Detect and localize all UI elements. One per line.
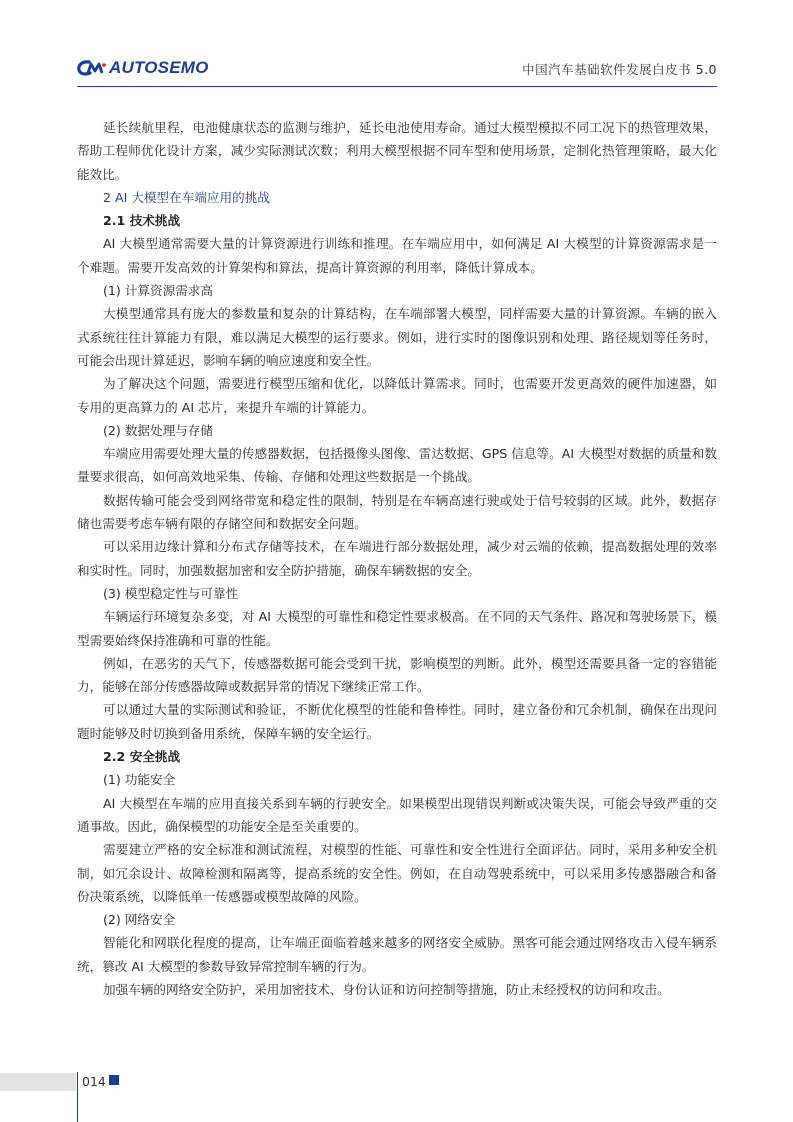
document-title: 中国汽车基础软件发展白皮书 5.0 — [522, 62, 717, 77]
logo-text: AUTOSEMO — [109, 58, 209, 77]
body-paragraph: 需要建立严格的安全标准和测试流程，对模型的性能、可靠性和安全性进行全面评估。同时，采用多种安全机制，如冗余设计、故障检测和隔离等，提高系统的安全性。例如，在自动驾驶系统中，可以采用多传感器融合和备份决策系统，以降低单一传感器或模型故障的风险。 — [77, 842, 717, 904]
item-heading: (1) 计算资源需求高 — [103, 283, 213, 299]
body-paragraph: 车端应用需要处理大量的传感器数据，包括摄像头图像、雷达数据、GPS 信息等。AI 大模型对数据的质量和数量要求很高，如何高效地采集、传输、存储和处理这些数据是一个挑战。 — [77, 446, 717, 485]
item-heading: (2) 数据处理与存储 — [103, 422, 213, 438]
header-divider — [77, 86, 717, 87]
page-body — [77, 116, 717, 1001]
footer-bar — [0, 1073, 76, 1091]
section-heading: 2 AI 大模型在车端应用的挑战 — [103, 189, 270, 205]
body-paragraph: 例如，在恶劣的天气下，传感器数据可能会受到干扰，影响模型的判断。此外，模型还需要具备一定的容错能力，能够在部分传感器故障或数据异常的情况下继续正常工作。 — [77, 655, 717, 695]
body-paragraph: 大模型通常具有庞大的参数量和复杂的计算结构，在车端部署大模型，同样需要大量的计算资源。车辆的嵌入式系统往往计算能力有限，难以满足大模型的运行要求。例如，进行实时的图像识别和处理、路径规划等任务时，可能会出现计算延迟，影响车辆的响应速度和安全性。 — [77, 306, 717, 368]
body-paragraph: AI 大模型在车端的应用直接关系到车辆的行驶安全。如果模型出现错误判断或决策失误，可能会导致严重的交通事故。因此，确保模型的功能安全是至关重要的。 — [77, 795, 717, 834]
body-paragraph: 车辆运行环境复杂多变，对 AI 大模型的可靠性和稳定性要求极高。在不同的天气条件、路况和驾驶场景下，模型需要始终保持准确和可靠的性能。 — [77, 609, 717, 648]
page-header — [0, 0, 793, 95]
item-heading: (1) 功能安全 — [103, 772, 176, 788]
cm-logo-mark-icon — [77, 60, 107, 76]
body-paragraph: AI 大模型通常需要大量的计算资源进行训练和推理。在车端应用中，如何满足 AI 大模型的计算资源需求是一个难题。需要开发高效的计算架构和算法，提高计算资源的利用率，降低计算成本。 — [77, 236, 717, 275]
footer-divider — [77, 1072, 78, 1122]
item-heading: (3) 模型稳定性与可靠性 — [103, 585, 239, 601]
subsection-heading: 2.1 技术挑战 — [103, 213, 181, 229]
page-marker — [109, 1075, 119, 1085]
autosemo-logo — [77, 58, 209, 78]
page-number: 014 — [82, 1074, 106, 1089]
body-paragraph: 延长续航里程，电池健康状态的监测与维护，延长电池使用寿命。通过大模型模拟不同工况下的热管理效果，帮助工程师优化设计方案，减少实际测试次数；利用大模型根据不同车型和使用场景，定制化热管理策略，最大化能效比。 — [77, 120, 717, 182]
item-heading: (2) 网络安全 — [103, 912, 176, 928]
body-paragraph: 可以采用边缘计算和分布式存储等技术，在车端进行部分数据处理，减少对云端的依赖，提高数据处理的效率和实时性。同时，加强数据加密和安全防护措施，确保车辆数据的安全。 — [77, 539, 717, 578]
body-paragraph: 加强车辆的网络安全防护，采用加密技术、身份认证和访问控制等措施，防止未经授权的访问和攻击。 — [103, 981, 670, 997]
body-paragraph: 智能化和网联化程度的提高，让车端正面临着越来越多的网络安全威胁。黑客可能会通过网络攻击入侵车辆系统，篡改 AI 大模型的参数导致异常控制车辆的行为。 — [77, 935, 717, 974]
subsection-heading: 2.2 安全挑战 — [103, 749, 181, 765]
body-paragraph: 可以通过大量的实际测试和验证，不断优化模型的性能和鲁棒性。同时，建立备份和冗余机制，确保在出现问题时能够及时切换到备用系统，保障车辆的安全运行。 — [77, 702, 717, 741]
body-paragraph: 为了解决这个问题，需要进行模型压缩和优化，以降低计算需求。同时，也需要开发更高效的硬件加速器，如专用的更高算力的 AI 芯片，来提升车端的计算能力。 — [77, 376, 717, 415]
body-paragraph: 数据传输可能会受到网络带宽和稳定性的限制，特别是在车辆高速行驶或处于信号较弱的区域。此外，数据存储也需要考虑车辆有限的存储空间和数据安全问题。 — [77, 492, 717, 532]
